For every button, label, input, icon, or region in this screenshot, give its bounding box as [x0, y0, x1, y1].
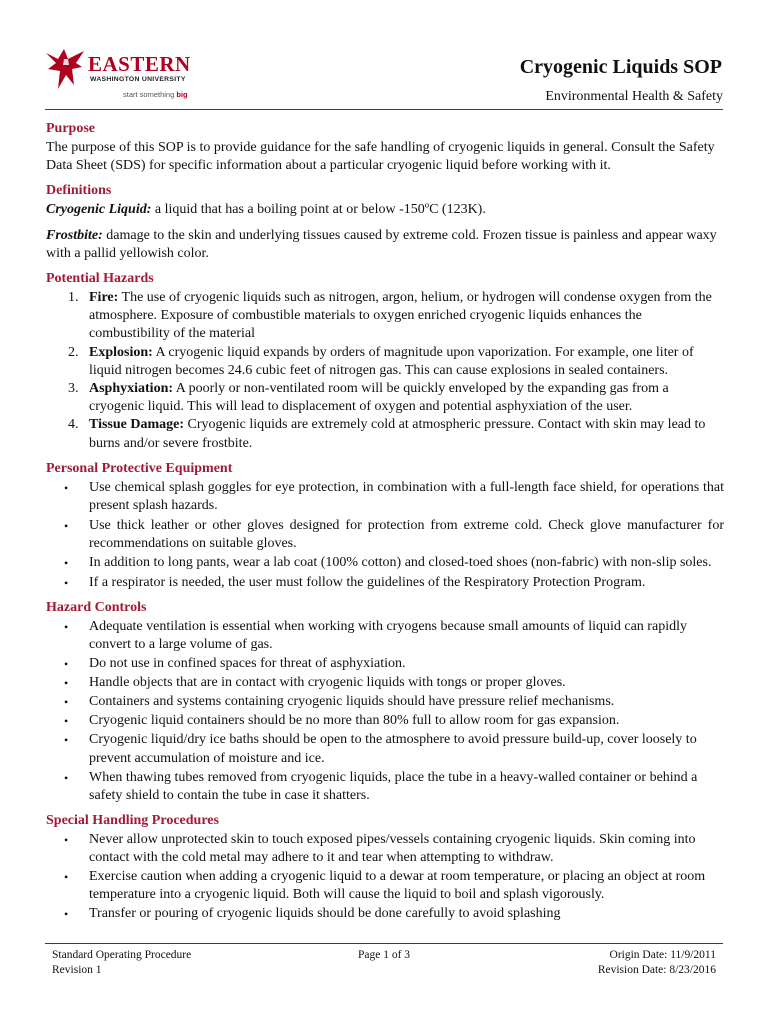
list-item: • Never allow unprotected skin to touch exposed pipes/vessels containing cryogenic liquids. Skin coming into contact with the cold metal may adhere to it and tear when attempting to withdraw.: [64, 832, 696, 866]
footer-revision: Revision 1: [52, 963, 102, 976]
document-body: [46, 119, 724, 924]
footer-revision-date: Revision Date: 8/23/2016: [597, 963, 716, 976]
hazard-item-fire: 1. Fire: The use of cryogenic liquids such as nitrogen, argon, helium, or hydrogen will condense oxygen from the atmosphere. Exposure of combustible materials to oxygen enriched cryogenic liquids enhances the combustibility of the material: [68, 290, 712, 342]
list-item: • Handle objects that are in contact with cryogenic liquids with tongs or proper gloves.: [46, 674, 724, 692]
list-item: • Cryogenic liquid/dry ice baths should be open to the atmosphere to avoid pressure build-up, cover loosely to prevent accumulation of moisture and ice.: [64, 732, 697, 766]
bullet-icon: •: [64, 714, 69, 729]
ppe-heading: Personal Protective Equipment: [46, 460, 233, 476]
purpose-section: [46, 119, 724, 175]
bullet-icon: •: [64, 733, 69, 748]
bullet-icon: •: [64, 833, 69, 848]
controls-heading: Hazard Controls: [46, 600, 147, 616]
university-logo: [44, 45, 204, 105]
department-name: Environmental Health & Safety: [545, 89, 723, 104]
bullet-icon: •: [64, 576, 69, 591]
list-item: • Exercise caution when adding a cryogenic liquid to a dewar at room temperature, or placing an object at room temperature into a cryogenic liquid. Both will cause the liquid to boil and splash vigorously.: [64, 869, 706, 903]
footer-origin-date: Origin Date: 11/9/2011: [609, 949, 716, 961]
ppe-list: [46, 479, 724, 592]
bullet-icon: •: [64, 620, 69, 635]
purpose-text: The purpose of this SOP is to provide guidance for the safe handling of cryogenic liquids in general. Consult the Safety Data Sheet (SDS) for specific information about a particular cryogenic liquid before working with it.: [46, 140, 715, 174]
controls-list: [46, 618, 724, 805]
list-item: • In addition to long pants, wear a lab coat (100% cotton) and closed-toed shoes (non-fabric) with non-slip soles.: [46, 554, 724, 572]
list-item: • Containers and systems containing cryogenic liquids should have pressure relief mechanisms.: [46, 693, 724, 711]
document-title: Cryogenic Liquids SOP: [519, 56, 722, 78]
bullet-icon: •: [64, 657, 69, 672]
list-item: • When thawing tubes removed from cryogenic liquids, place the tube in a heavy-walled container or behind a safety shield to contain the tube in case it shatters.: [64, 769, 698, 803]
bullet-icon: •: [64, 556, 69, 571]
definition-cryogenic-liquid: Cryogenic Liquid: a liquid that has a boiling point at or below -150ºC (123K).: [46, 202, 486, 218]
special-handling-list: [46, 831, 724, 924]
bullet-icon: •: [64, 518, 69, 533]
header-divider: [45, 109, 723, 110]
special-handling-section: [46, 811, 724, 924]
list-item: • Use thick leather or other gloves designed for protection from extreme cold. Check glove manufacturer for recommendations on suitable gloves.: [64, 517, 724, 551]
definitions-section: [46, 181, 724, 263]
ppe-section: [46, 459, 724, 592]
logo-tagline: start something big: [123, 90, 188, 99]
list-item: • Adequate ventilation is essential when working with cryogens because small amounts of liquid can rapidly convert to a large volume of gas.: [64, 619, 687, 653]
eagle-icon: [44, 45, 88, 93]
bullet-icon: •: [64, 480, 69, 495]
hazard-item-tissue-damage: 4. Tissue Damage: Cryogenic liquids are extremely cold at atmospheric pressure. Contact with skin may lead to burns and/or severe frostbite.: [68, 417, 706, 451]
list-item: • If a respirator is needed, the user must follow the guidelines of the Respiratory Protection Program.: [46, 574, 724, 592]
logo-wordmark: EASTERN: [88, 52, 191, 76]
hazard-item-asphyxiation: 3. Asphyxiation: A poorly or non-ventilated room will be quickly enveloped by the expanding gas from a cryogenic liquid. This will lead to displacement of oxygen and potential asphyxiation of the user.: [68, 381, 669, 415]
bullet-icon: •: [64, 676, 69, 691]
bullet-icon: •: [64, 695, 69, 710]
hazards-heading: Potential Hazards: [46, 271, 154, 287]
footer-right: [598, 948, 716, 977]
footer-divider: [45, 943, 723, 944]
definition-frostbite: Frostbite: damage to the skin and underlying tissues caused by extreme cold. Frozen tissue is painless and appear waxy with a pallid yellowish color.: [46, 227, 717, 261]
controls-section: [46, 598, 724, 805]
special-handling-heading: Special Handling Procedures: [46, 813, 219, 829]
page-number: Page 1 of 3: [357, 949, 411, 961]
list-item: • Transfer or pouring of cryogenic liquids should be done carefully to avoid splashing: [46, 905, 724, 923]
list-item: • Cryogenic liquid containers should be no more than 80% full to allow room for gas expansion.: [46, 712, 724, 730]
definitions-heading: Definitions: [46, 183, 112, 199]
bullet-icon: •: [64, 907, 69, 922]
hazards-list: [46, 289, 724, 453]
footer-doc-type: Standard Operating Procedure: [52, 949, 192, 961]
hazards-section: [46, 269, 724, 453]
list-item: • Use chemical splash goggles for eye protection, in combination with a full-length face shield, for operations that present splash hazards.: [64, 479, 724, 514]
bullet-icon: •: [64, 870, 69, 885]
bullet-icon: •: [64, 770, 69, 785]
logo-subtitle: WASHINGTON UNIVERSITY: [90, 76, 186, 83]
purpose-heading: Purpose: [46, 121, 95, 136]
list-item: • Do not use in confined spaces for threat of asphyxiation.: [46, 655, 724, 673]
hazard-item-explosion: 2. Explosion: A cryogenic liquid expands by orders of magnitude upon vaporization. For example, one liter of liquid nitrogen becomes 24.6 cubic feet of nitrogen gas. This can cause explosions in sealed containers.: [68, 344, 694, 378]
